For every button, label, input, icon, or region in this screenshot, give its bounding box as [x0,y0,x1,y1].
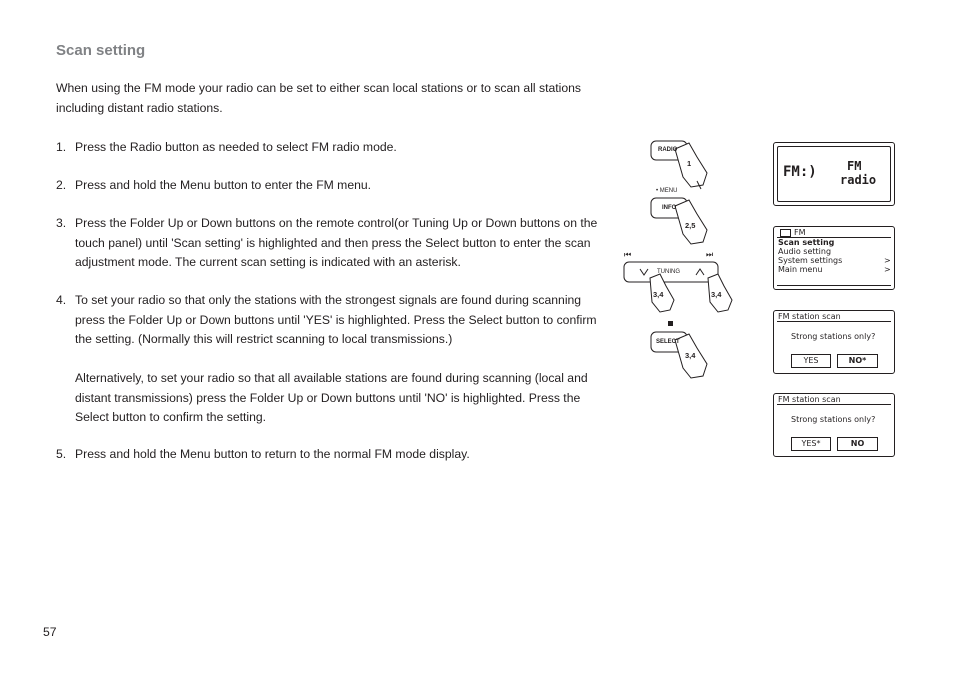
menu-item: Audio setting [778,247,832,256]
step-number: 2. [56,178,67,192]
finger-step-label: 3,4 [653,290,664,299]
chevron-right-icon: > [884,265,891,274]
menu-item: System settings [778,256,843,265]
finger-step-label: 1 [687,159,692,168]
step-5 [56,445,604,465]
display-fm-radio [773,142,895,206]
select-button-label: SELECT [656,339,680,345]
scan-header: FM station scan [778,312,841,321]
step-number: 1. [56,140,67,154]
step-1 [56,138,604,158]
radio-icon [780,229,791,237]
menu-item: Main menu [778,265,823,274]
info-button-label: INFO [662,205,677,211]
no-option: NO* [837,354,878,368]
step-2 [56,176,604,196]
step-text: Press and hold the Menu button to enter the FM menu. [75,178,372,192]
scan-question: Strong stations only? [791,415,876,424]
svg-text:⏮: ⏮ [624,250,632,259]
section-title: Scan setting [56,42,146,59]
finger-step-label: 3,4 [711,290,722,299]
page-number: 57 [43,625,57,639]
yes-option: YES [791,354,831,368]
scan-header: FM station scan [778,395,841,404]
finger-step-label: 2,5 [685,221,696,230]
yes-option: YES* [791,437,831,451]
step-text: Press the Folder Up or Down buttons on the remote control(or Tuning Up or Down buttons on the touch panel) until 'Scan setting' is highlighted and then press the Select button to enter the scan adjustment mode. The current scan setting is indicated with an asterisk. [75,216,598,269]
select-button-illustration [645,318,725,380]
scan-question: Strong stations only? [791,332,876,341]
step-number: 4. [56,293,67,307]
radio-button-label: RADIO [658,147,678,153]
menu-item: Scan setting [778,238,835,247]
no-option: NO [837,437,878,451]
intro-paragraph: When using the FM mode your radio can be set to either scan local stations or to scan all stations including distant radio stations. [56,81,582,115]
step-alt-text: Alternatively, to set your radio so that all available stations are found during scanning (local and distant transmissions) press the Folder Up or Down buttons until 'NO' is highlighted. Press the Select button to confirm the setting. [75,371,588,424]
menu-hold-label: • MENU [656,188,678,194]
display-scan-no [773,393,895,457]
fm-logo: FM:) [783,164,817,180]
radio-button-illustration [645,137,725,192]
display-scan-yes [773,310,895,374]
display-line-2: radio [840,173,877,187]
step-number: 5. [56,447,67,461]
step-3 [56,214,604,274]
step-text: To set your radio so that only the stations with the strongest signals are found during scanning press the Folder Up or Down buttons until 'YES' is highlighted. Press the Select button to confirm the setting. (Normally this will restrict scanning to local transmissions.) [75,293,597,346]
info-button-illustration [645,186,725,248]
step-text: Press and hold the Menu button to return to the normal FM mode display. [75,447,470,461]
finger-step-label: 3,4 [685,351,696,360]
step-number: 3. [56,216,67,230]
tuning-panel-illustration [620,248,742,318]
step-4 [56,291,604,431]
menu-header: FM [794,228,806,237]
step-text: Press the Radio button as needed to select FM radio mode. [75,140,397,154]
display-line-1: FM [847,159,862,173]
tuning-label: TUNING [657,269,680,275]
svg-text:⏭: ⏭ [706,250,714,259]
chevron-right-icon: > [884,256,891,265]
display-fm-menu [773,226,895,290]
